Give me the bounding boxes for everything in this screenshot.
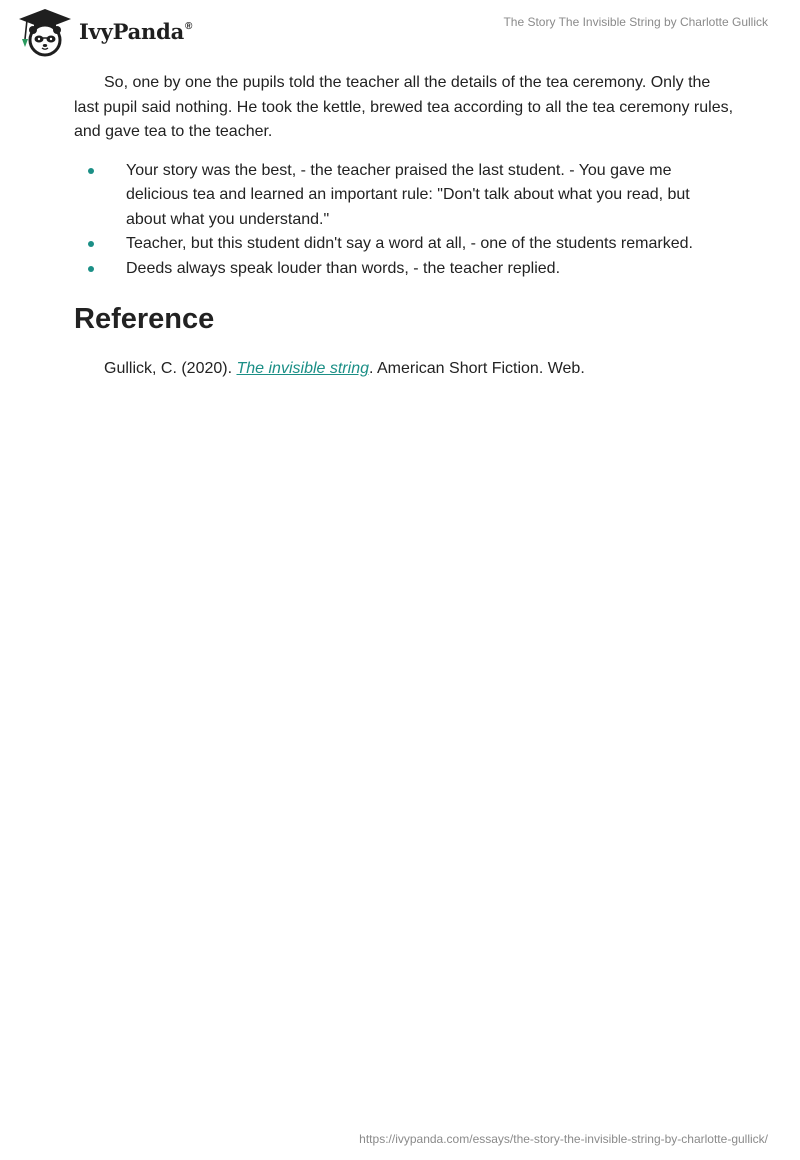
list-item [74,159,734,233]
reference-source: . American Short Fiction. Web. [368,360,585,377]
logo-wordmark [79,19,192,44]
panda-graduate-icon [16,7,74,57]
bullet-icon [88,241,94,247]
body-paragraph: So, one by one the pupils told the teacher all the details of the tea ceremony. Only the last pupil said nothing. He took the kettle, brewed tea according to all the tea ceremony rules, and gave tea to the teacher. [74,74,734,140]
reference-author-year: Gullick, C. (2020). [104,360,237,377]
reference-title-link[interactable]: The invisible string [236,360,369,377]
dialogue-list [74,159,734,282]
footer-url[interactable]: https://ivypanda.com/essays/the-story-the-invisible-string-by-charlotte-gullick/ [359,1132,768,1146]
registered-mark: ® [185,20,193,32]
list-item [74,232,734,257]
logo-text: IvyPanda [79,18,185,44]
page-header [0,0,800,70]
reference-entry [104,357,734,381]
list-item [74,257,734,282]
reference-heading: Reference [74,303,215,335]
bullet-icon [88,266,94,272]
list-item-text: Your story was the best, - the teacher praised the last student. - You gave me delicious tea and learned an important rule: "Don't talk about what you read, but about what you understand." [126,161,690,228]
essay-content [74,71,734,381]
ivypanda-logo[interactable] [16,7,192,57]
list-item-text: Deeds always speak louder than words, - the teacher replied. [126,259,561,277]
bullet-icon [88,168,94,174]
document-title: The Story The Invisible String by Charlotte Gullick [503,15,768,29]
list-item-text: Teacher, but this student didn't say a word at all, - one of the students remarked. [126,235,693,252]
